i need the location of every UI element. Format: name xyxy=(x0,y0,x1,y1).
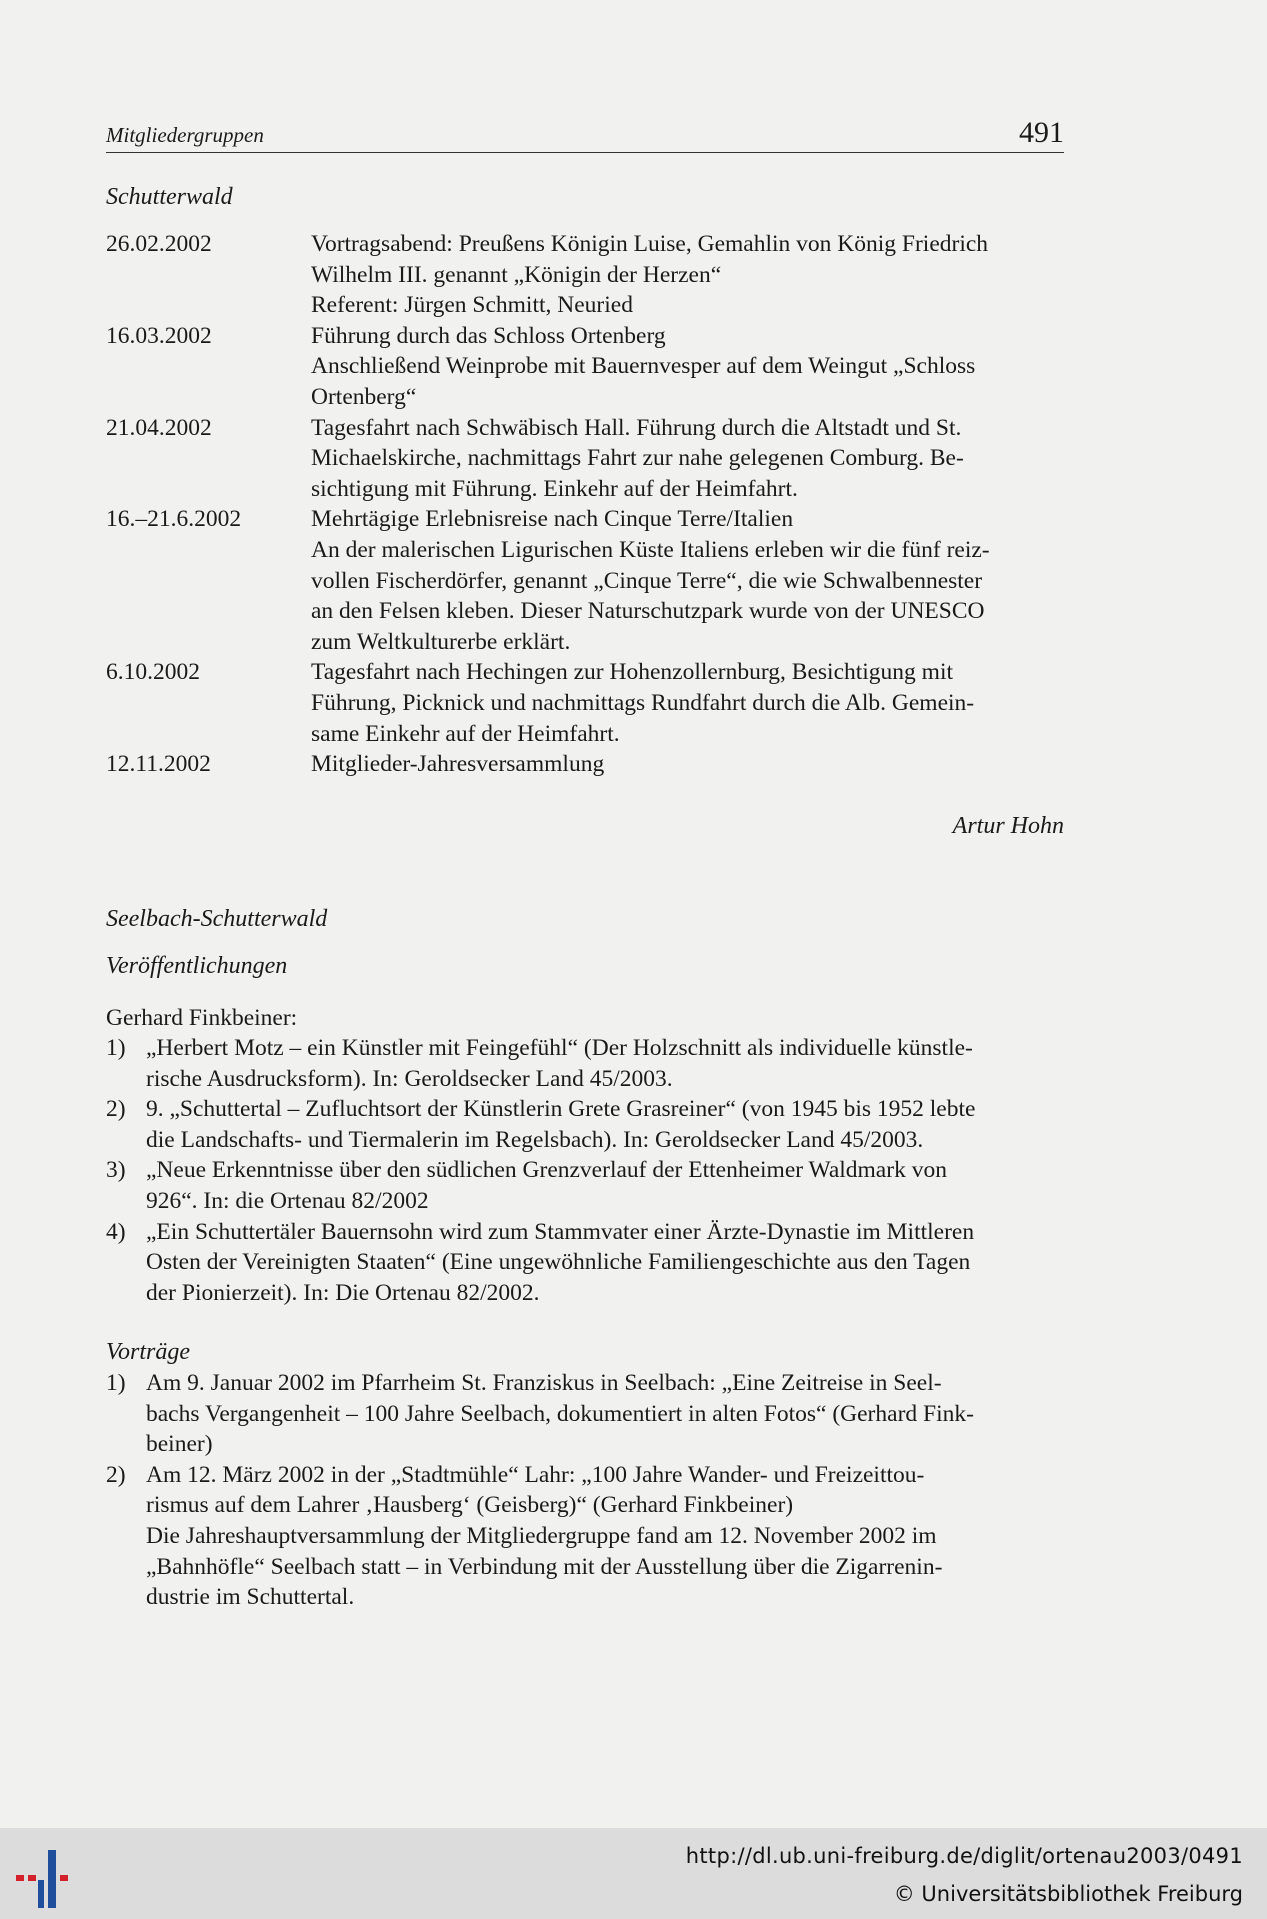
text-line: Referent: Jürgen Schmitt, Neuried xyxy=(311,292,633,319)
talks-list xyxy=(106,1368,1064,1613)
author-signature: Artur Hohn xyxy=(952,813,1064,839)
talk-item xyxy=(106,1460,1064,1613)
text-line: Anschließend Weinprobe mit Bauernvesper auf dem Weingut „Schloss xyxy=(311,353,976,380)
text-line: „Herbert Motz – ein Künstler mit Feingefühl“ (Der Holzschnitt als individuelle künstle- xyxy=(146,1035,973,1061)
text-line: an den Felsen kleben. Dieser Naturschutzpark wurde von der UNESCO xyxy=(311,598,985,625)
text-line: die Landschafts- und Tiermalerin im Regelsbach). In: Geroldsecker Land 45/2003. xyxy=(146,1126,924,1153)
publication-item xyxy=(106,1033,1064,1094)
event-date: 21.04.2002 xyxy=(106,414,212,441)
list-text xyxy=(146,1033,1064,1094)
subsection-title-publications: Veröffentlichungen xyxy=(106,953,288,979)
text-line: Ortenberg“ xyxy=(311,383,417,410)
text-line: Vortragsabend: Preußens Königin Luise, Gemahlin von König Friedrich xyxy=(311,231,989,257)
event-date: 16.03.2002 xyxy=(106,322,212,349)
event-description xyxy=(311,749,1064,780)
text-line: rische Ausdrucksform). In: Geroldsecker Land 45/2003. xyxy=(146,1065,673,1092)
event-entry xyxy=(106,321,1064,413)
running-head: Mitgliedergruppen xyxy=(106,123,264,147)
text-line: beiner) xyxy=(146,1431,213,1458)
event-entry xyxy=(106,229,1064,321)
subsection-title-talks: Vorträge xyxy=(106,1339,190,1365)
event-date: 26.02.2002 xyxy=(106,231,212,257)
event-date: 16.–21.6.2002 xyxy=(106,506,242,533)
talk-item xyxy=(106,1368,1064,1460)
publications-author: Gerhard Finkbeiner: xyxy=(106,1005,298,1031)
event-description xyxy=(311,657,1064,749)
text-line: „Ein Schuttertäler Bauernsohn wird zum Stammvater einer Ärzte-Dynastie im Mittleren xyxy=(146,1218,975,1245)
event-description xyxy=(311,504,1064,657)
publication-item xyxy=(106,1094,1064,1155)
publications-list xyxy=(106,1033,1064,1308)
footer-bar xyxy=(0,1828,1267,1919)
event-description xyxy=(311,229,1064,321)
text-line: 926“. In: die Ortenau 82/2002 xyxy=(146,1187,429,1214)
text-line: Führung, Picknick und nachmittags Rundfahrt durch die Alb. Gemein- xyxy=(311,689,975,716)
publication-item xyxy=(106,1155,1064,1216)
text-line: Mitglieder-Jahresversammlung xyxy=(311,751,605,778)
text-line: Osten der Vereinigten Staaten“ (Eine ungewöhnliche Familiengeschichte aus den Tagen xyxy=(146,1249,971,1276)
text-line: rismus auf dem Lahrer ‚Hausberg‘ (Geisberg)“ (Gerhard Finkbeiner) xyxy=(146,1492,794,1519)
list-text xyxy=(146,1460,1064,1613)
text-line: sichtigung mit Führung. Einkehr auf der Heimfahrt. xyxy=(311,475,798,502)
list-text xyxy=(146,1155,1064,1216)
text-line: 9. „Schuttertal – Zufluchtsort der Künstlerin Grete Grasreiner“ (von 1945 bis 1952 lebte xyxy=(146,1096,976,1123)
page-header xyxy=(106,112,1064,153)
footer-url-link[interactable]: http://dl.ub.uni-freiburg.de/diglit/ortenau2003/0491 xyxy=(685,1844,1243,1868)
list-number: 2) xyxy=(106,1096,126,1123)
list-number: 2) xyxy=(106,1461,126,1488)
text-line: Am 9. Januar 2002 im Pfarrheim St. Franziskus in Seelbach: „Eine Zeitreise in Seel- xyxy=(146,1370,942,1396)
text-line: same Einkehr auf der Heimfahrt. xyxy=(311,720,620,747)
footer-copyright: © Universitätsbibliothek Freiburg xyxy=(893,1882,1243,1906)
text-line: bachs Vergangenheit – 100 Jahre Seelbach, dokumentiert in alten Fotos“ (Gerhard Fink- xyxy=(146,1400,974,1427)
list-number: 1) xyxy=(106,1035,126,1061)
list-number: 4) xyxy=(106,1218,126,1245)
text-line: Die Jahreshauptversammlung der Mitgliedergruppe fand am 12. November 2002 im xyxy=(146,1522,937,1549)
section-title-schutterwald: Schutterwald xyxy=(106,184,233,210)
page-number: 491 xyxy=(1019,116,1064,149)
publication-item xyxy=(106,1217,1064,1309)
event-entry xyxy=(106,749,1064,780)
event-entry xyxy=(106,413,1064,505)
text-line: vollen Fischerdörfer, genannt „Cinque Terre“, die wie Schwalbennester xyxy=(311,567,983,594)
list-text xyxy=(146,1368,1064,1460)
section-title-seelbach: Seelbach-Schutterwald xyxy=(106,906,328,932)
text-line: Wilhelm III. genannt „Königin der Herzen“ xyxy=(311,261,722,288)
library-logo-icon xyxy=(14,1842,84,1912)
text-line: An der malerischen Ligurischen Küste Italiens erleben wir die fünf reiz- xyxy=(311,536,990,563)
event-entry xyxy=(106,657,1064,749)
text-line: Führung durch das Schloss Ortenberg xyxy=(311,322,666,349)
event-list xyxy=(106,229,1064,780)
text-line: Am 12. März 2002 in der „Stadtmühle“ Lahr: „100 Jahre Wander- und Freizeittou- xyxy=(146,1461,925,1488)
text-line: „Neue Erkenntnisse über den südlichen Grenzverlauf der Ettenheimer Waldmark von xyxy=(146,1157,947,1184)
event-entry xyxy=(106,504,1064,657)
text-line: der Pionierzeit). In: Die Ortenau 82/2002. xyxy=(146,1279,540,1306)
event-description xyxy=(311,321,1064,413)
list-number: 1) xyxy=(106,1370,126,1396)
text-line: Mehrtägige Erlebnisreise nach Cinque Terre/Italien xyxy=(311,506,794,533)
event-date: 12.11.2002 xyxy=(106,751,211,778)
text-line: „Bahnhöfle“ Seelbach statt – in Verbindung mit der Ausstellung über die Zigarrenin- xyxy=(146,1553,943,1580)
list-text xyxy=(146,1217,1064,1309)
text-line: Tagesfahrt nach Schwäbisch Hall. Führung durch die Altstadt und St. xyxy=(311,414,962,441)
text-line: Tagesfahrt nach Hechingen zur Hohenzollernburg, Besichtigung mit xyxy=(311,659,954,686)
list-text xyxy=(146,1094,1064,1155)
event-date: 6.10.2002 xyxy=(106,659,200,686)
text-line: zum Weltkulturerbe erklärt. xyxy=(311,628,571,655)
text-line: Michaelskirche, nachmittags Fahrt zur nahe gelegenen Comburg. Be- xyxy=(311,445,964,472)
event-description xyxy=(311,413,1064,505)
list-number: 3) xyxy=(106,1157,126,1184)
text-line: dustrie im Schuttertal. xyxy=(146,1584,355,1611)
